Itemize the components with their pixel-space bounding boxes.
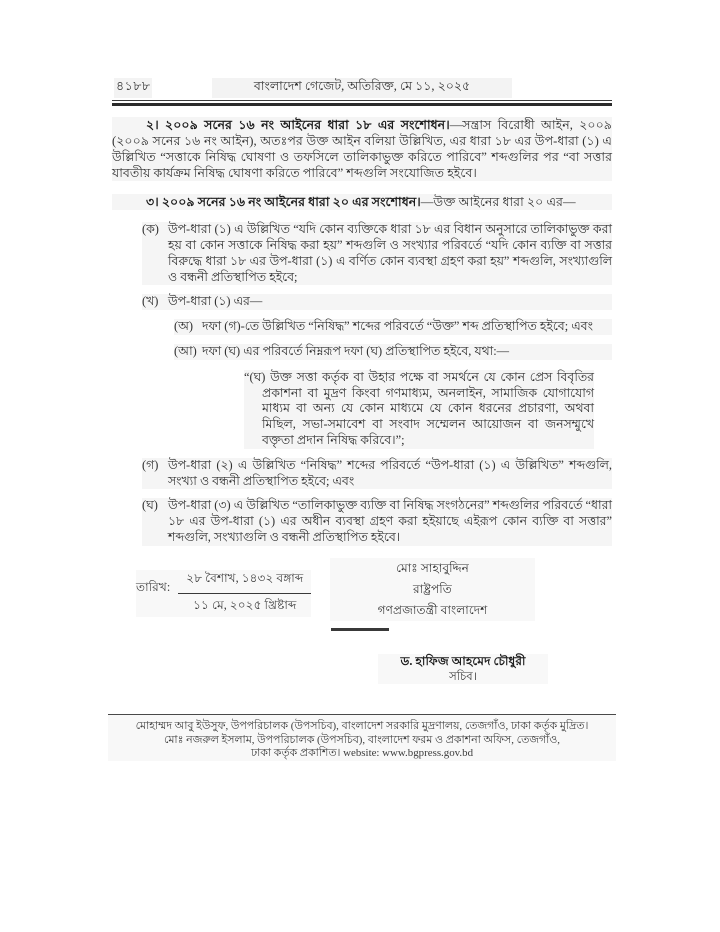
substituted-clause-gha-quote: “(ঘ) উক্ত সত্তা কর্তৃক বা উহার পক্ষে বা সমর্থনে যে কোন প্রেস বিবৃতির প্রকাশনা বা মুদ্রণ কিংবা গণমাধ্যম, অনলাইন, সামাজিক যোগাযোগ মাধ্যম বা অন্য যে কোন মাধ্যমে যে কোন ধরনের প্রচারণা, অথবা মিছিল, সভা-সমাবেশ বা সংবাদ সম্মেলন আয়োজন বা জনসম্মুখে বক্তৃতা প্রদান নিষিদ্ধ করিবে।”; [244, 369, 594, 447]
section-3-title: ৩। ২০০৯ সনের ১৬ নং আইনের ধারা ২০ এর সংশোধন। [146, 194, 421, 209]
date-block [136, 570, 311, 617]
president-title: রাষ্ট্রপতি [413, 582, 452, 596]
secretary-signature-block [378, 654, 548, 684]
page-number: ৪১৮৮ [114, 78, 152, 98]
section-3-paragraph [112, 194, 612, 210]
section-3-body: —উক্ত আইনের ধারা ২০ এর— [420, 194, 576, 209]
clause-ka-text: উপ-ধারা (১) এ উল্লিখিত “যদি কোন ব্যক্তিকে ধারা ১৮ এর বিধান অনুসারে তালিকাভুক্ত করা হয় বা কোন সত্তাকে নিষিদ্ধ করা হয়” শব্দগুলি ও সংখ্যার পরিবর্তে “যদি কোন ব্যক্তি বা সত্তার বিরুদ্ধে ধারা ১৮ এর উপ-ধারা (১) এ বর্ণিত কোন ব্যবস্থা গ্রহণ করা হয়” শব্দগুলি, সংখ্যাগুলি ও বন্ধনী প্রতিস্থাপিত হইবে; [168, 222, 612, 284]
header-rule [112, 100, 612, 106]
clause-gha [142, 498, 612, 545]
secretary-title: সচিব। [449, 670, 477, 683]
clause-gha-text: উপ-ধারা (৩) এ উল্লিখিত “তালিকাভুক্ত ব্যক্তি বা নিষিদ্ধ সংগঠনের” শব্দগুলির পরিবর্তে “ধারা ১৮ এর উপ-ধারা (১) এর অধীন ব্যবস্থা গ্রহণ করা হইয়াছে এইরূপ কোন ব্যক্তি বা সত্তার” শব্দগুলি, সংখ্যাগুলি ও বন্ধনী প্রতিস্থাপিত হইবে। [168, 498, 612, 544]
imprint-line-1: মোহাম্মদ আবু ইউসুফ, উপপরিচালক (উপসচিব), বাংলাদেশ সরকারি মুদ্রণালয়, তেজগাঁও, ঢাকা কর্তৃক মুদ্রিত। [135, 720, 589, 732]
section-2-paragraph [112, 117, 612, 181]
clause-gha-marker: (ঘ) [142, 498, 158, 513]
president-org: গণপ্রজাতন্ত্রী বাংলাদেশ [377, 603, 488, 617]
clause-ka [142, 222, 612, 285]
president-signature-block [330, 558, 535, 621]
section-3-items [112, 222, 612, 546]
subclause-a [174, 319, 612, 335]
clause-kha [142, 294, 612, 310]
president-name: মোঃ সাহাবুদ্দিন [396, 561, 469, 575]
secretary-name: ড. হাফিজ আহমেদ চৌধুরী [400, 654, 526, 668]
clause-kha-text: উপ-ধারা (১) এর— [168, 294, 263, 309]
clause-kha-marker: (খ) [142, 294, 159, 309]
subclause-aa-marker: (আ) [174, 343, 197, 358]
section-2-title: ২। ২০০৯ সনের ১৬ নং আইনের ধারা ১৮ এর সংশোধন। [146, 118, 450, 132]
clause-ga [142, 458, 612, 490]
gregorian-date: ১১ মে, ২০২৫ খ্রিষ্টাব্দ [193, 598, 297, 612]
date-label: তারিখ: [136, 580, 171, 594]
imprint-line-3: ঢাকা কর্তৃক প্রকাশিত। website: www.bgpress.gov.bd [250, 747, 474, 760]
imprint-line-2: মোঃ নজরুল ইসলাম, উপপরিচালক (উপসচিব), বাংলাদেশ ফরম ও প্রকাশনা অফিস, তেজগাঁও, [163, 733, 561, 746]
clause-ga-marker: (গ) [142, 457, 159, 472]
page-header [112, 78, 612, 96]
clause-ka-marker: (ক) [142, 222, 159, 237]
bangla-date: ২৮ বৈশাখ, ১৪৩২ বঙ্গাব্দ [178, 570, 311, 594]
subclause-a-text: দফা (গ)-তে উল্লিখিত “নিষিদ্ধ” শব্দের পরিবর্তে “উক্ত” শব্দ প্রতিস্থাপিত হইবে; এবং [202, 319, 593, 334]
subclause-a-marker: (অ) [174, 319, 193, 334]
page-content [112, 78, 612, 546]
subclause-aa-text: দফা (ঘ) এর পরিবর্তে নিম্নরূপ দফা (ঘ) প্রতিস্থাপিত হইবে, যথা:— [202, 343, 510, 358]
separator-rule [331, 628, 389, 631]
imprint-footer [108, 714, 616, 761]
section-2-body: —সন্ত্রাস বিরোধী আইন, ২০০৯ (২০০৯ সনের ১৬ নং আইন), অতঃপর উক্ত আইন বলিয়া উল্লিখিত, এর ধারা ১৮ এর উপ-ধারা (১) এ উল্লিখিত “সত্তাকে নিষিদ্ধ ঘোষণা ও তফসিলে তালিকাভুক্ত করিতে পারিবে” শব্দগুলির পর “বা সত্তার যাবতীয় কার্যক্রম নিষিদ্ধ ঘোষণা করিতে পারিবে” শব্দগুলি সংযোজিত হইবে। [112, 118, 612, 180]
gazette-running-title: বাংলাদেশ গেজেট, অতিরিক্ত, মে ১১, ২০২৫ [212, 78, 512, 98]
subclause-aa [174, 344, 612, 360]
date-values [178, 570, 311, 617]
clause-ga-text: উপ-ধারা (২) এ উল্লিখিত “নিষিদ্ধ” শব্দের পরিবর্তে “উপ-ধারা (১) এ উল্লিখিত” শব্দগুলি, সংখ্যা ও বন্ধনী প্রতিস্থাপিত হইবে; এবং [168, 457, 612, 488]
